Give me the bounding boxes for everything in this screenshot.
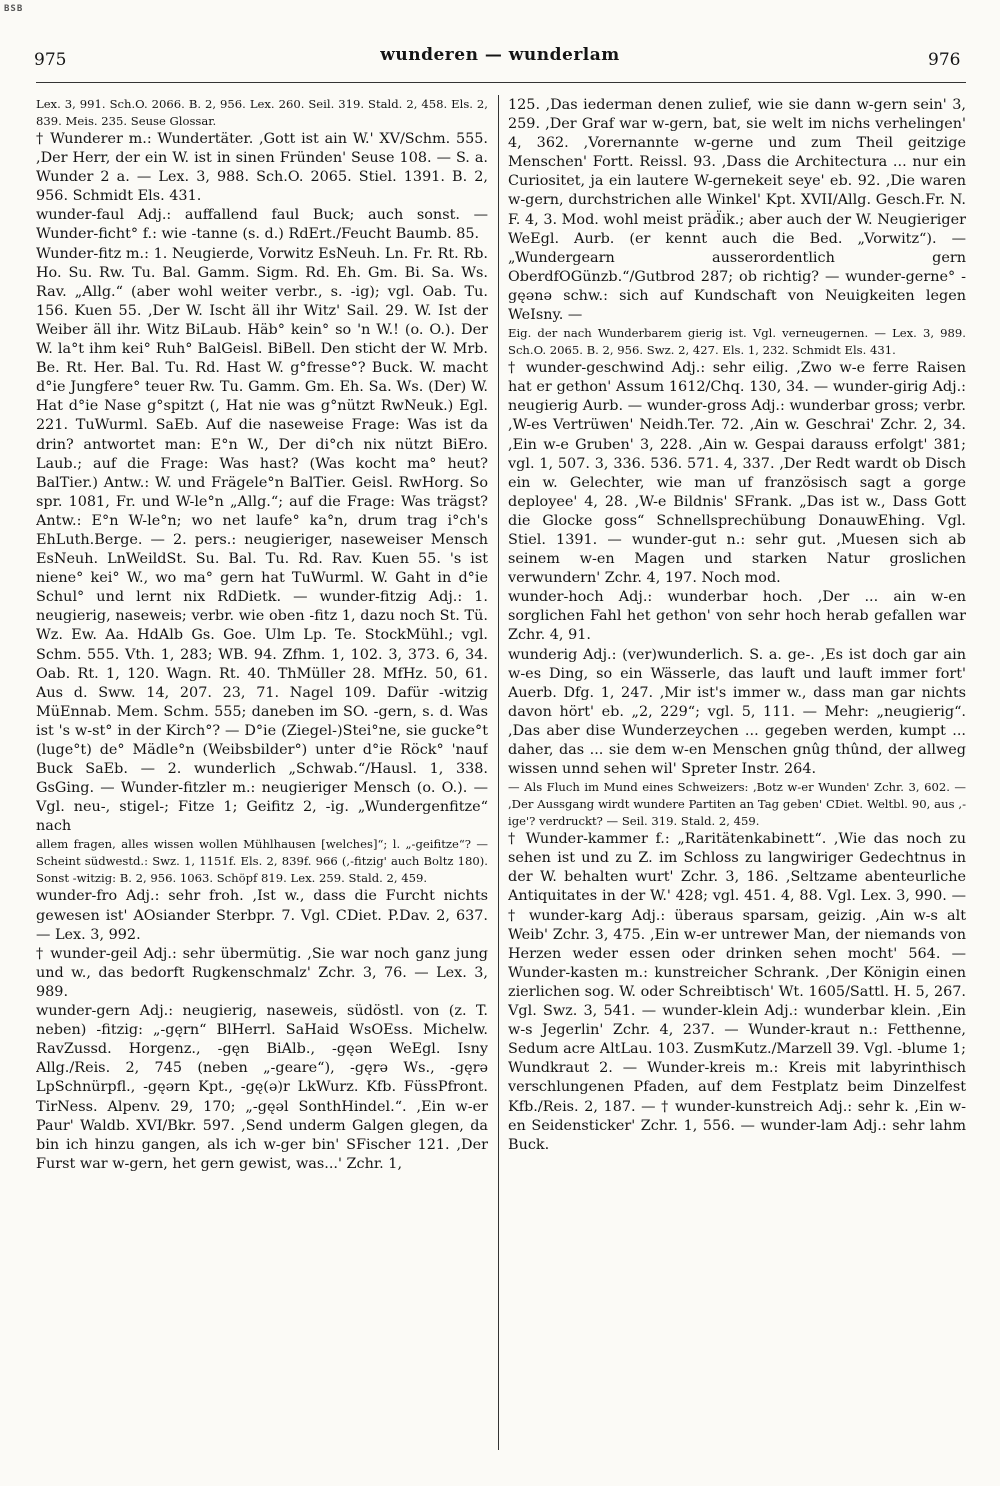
entry-paragraph: † Wunder-kammer f.: „Raritätenkabinett“. ,Wie das noch zu sehen ist und zu Z. im Schloss zu langwiriger Gedechtnus in der W. behalten wurt' Zchr. 3, 186. ,Seltzame abenteurliche Antiquitates in der W.' 428; vgl. 451. 4, 88. Vgl. Lex. 3, 990. — † wunder-karg Adj.: überaus sparsam, geizig. ,Ain w-s alt Weib' Zchr. 3, 475. ,Ein w-er untrewer Man, der niemands von Herzen weder essen oder drinken sehen mocht' 564. — Wunder-kasten m.: kunstreicher Schrank. ,Der Königin einen zierlichen sog. W. oder Schreibtisch' Wt. 1605/Sattl. H. 5, 267. Vgl. Swz. 3, 541. — wunder-klein Adj.: wunderbar klein. ,Ein w-s Jegerlin' Zchr. 4, 237. — Wunder-kraut n.: Fetthenne, Sedum acre AltLau. 103. ZusmKutz./Marzell 39. Vgl. -blume 1; Wundkraut 2. — Wunder-kreis m.: Kreis mit labyrinthisch verschlungenen Pfaden, auf dem Festplatz beim Dinzelfest Kfb./Reis. 2, 187. — † wunder-kunstreich Adj.: sehr k. ,Ein w-en Seidensticker' Zchr. 1, 556. — wunder-lam Adj.: sehr lahm Buck. [508, 831, 966, 1153]
entry-paragraph: wunder-faul Adj.: auffallend faul Buck; auch sonst. — Wunder-ficht° f.: wie -tanne (s. d.) RdErt./Feucht Baumb. 85. [36, 207, 488, 243]
header-rule [36, 82, 966, 83]
entry-paragraph: allem fragen, alles wissen wollen Mühlhausen [welches]“; l. „-geifitze“? — Scheint südwestd.: Swz. 1, 1151f. Els. 2, 839f. 966 (,-fitzig' auch Boltz 180). Sonst -witzig: B. 2, 956. 1063. Schöpf 819. Lex. 259. Stald. 2, 459. [36, 837, 488, 886]
entry-paragraph: † wunder-geil Adj.: sehr übermütig. ,Sie war noch ganz jung und w., das bedorft Rugkenschmalz' Zchr. 3, 76. — Lex. 3, 989. [36, 945, 488, 1000]
entry-paragraph: — Als Fluch im Mund eines Schweizers: ,Botz w-er Wunden' Zchr. 3, 602. — ,Der Aussgang wirdt wundere Partiten an Tag geben' CDiet. Weltbl. 90, aus ,-ige'? verdruckt? — Seil. 319. Stald. 2, 459. [508, 780, 966, 829]
entry-paragraph: Lex. 3, 991. Sch.O. 2066. B. 2, 956. Lex. 260. Seil. 319. Stald. 2, 458. Els. 2, 839. Meis. 235. Seuse Glossar. [36, 97, 488, 128]
entry-paragraph: 125. ,Das iederman denen zulief, wie sie dann w-gern sein' 3, 259. ,Der Graf war w-gern, bat, sie welt im nichs verhelingen' 4, 362. ,Vorernannte w-gerne und zum Theil geitzige Menschen' Fortt. Reissl. 93. ,Dass die Architectura ... nur ein Curiositet, ja ein lautere W-gernekeit seye' eb. 92. ,Die waren w-gern, durchstrichen alle Winkel' Kpt. XVII/Allg. Gesch.Fr. N. F. 4, 3. Mod. wohl meist präd̈ik.; aber auch der W. Neugieriger WeEgl. Aurb. (er kennt auch die Bed. „Vorwitz“). — „Wundergearn ausserordentlich gern OberdfOGünzb.“/Gutbrod 287; ob richtig? — wunder-gerne° -gęənə schw.: sich auf Kundschaft von Neuigkeiten legen WeIsny. — [508, 97, 966, 324]
entry-paragraph: wunder-fro Adj.: sehr froh. ,Ist w., dass die Furcht nichts gewesen ist' AOsiander Sterbpr. 7. Vgl. CDiet. P.Dav. 2, 637. — Lex. 3, 992. [36, 888, 488, 943]
entry-paragraph: Eig. der nach Wunderbarem gierig ist. Vgl. verneugernen. — Lex. 3, 989. Sch.O. 2065. B. 2, 956. Swz. 2, 427. Els. 1, 232. Schmidt Els. 431. [508, 326, 966, 358]
left-page-number: 975 [34, 50, 67, 70]
right-page-number: 976 [928, 50, 961, 70]
library-stamp: BSB [4, 4, 24, 14]
running-head: wunderen — wunderlam [380, 45, 620, 65]
entry-paragraph: wunder-hoch Adj.: wunderbar hoch. ,Der ... ain w-en sorglichen Fahl het gethon' von sehr hoch herab gefallen war Zchr. 4, 91. [508, 589, 966, 644]
entry-paragraph: † Wunderer m.: Wundertäter. ,Gott ist ain W.' XV/Schm. 555. ,Der Herr, der ein W. ist in sinen Fründen' Seuse 108. — S. a. Wunder 2 a. — Lex. 3, 988. Sch.O. 2065. Stiel. 1391. B. 2, 956. Schmidt Els. 431. [36, 131, 488, 205]
entry-paragraph: † wunder-geschwind Adj.: sehr eilig. ,Zwo w-e ferre Raisen hat er gethon' Assum 1612/Chq. 130, 34. — wunder-girig Adj.: neugierig Aurb. — wunder-gross Adj.: wunderbar gross; verbr. ,W-es Vertrüwen' Neidh.Ter. 72. ,Ain w. Geschrai' Zchr. 2, 34. ,Ein w-e Gruben' 3, 228. ,Ain w. Gespai darauss erfolgt' 381; vgl. 1, 507. 3, 336. 536. 571. 4, 337. ,Der Redt wardt ob Disch ein w. Gelechter, wie man uf französisch sagt a gorge deployee' 4, 28. ,W-e Bildnis' SFrank. „Das ist w., Dass Gott die Glocke goss“ Schnellsprechübung DonauwEhing. Vgl. Stiel. 1391. — wunder-gut n.: sehr gut. ,Muesen sich ab seinem w-en Magen und starken Natur groslichen verwundern' Zchr. 4, 197. Noch mod. [508, 360, 966, 587]
entry-paragraph: Wunder-fitz m.: 1. Neugierde, Vorwitz EsNeuh. Ln. Fr. Rt. Rb. Ho. Su. Rw. Tu. Bal. Gamm. Sigm. Rd. Eh. Gm. Bi. Sa. Ws. Rav. „Allg.“ (aber wohl weiter verbr., s. -ig); vgl. Oab. Tu. 156. Kuen 55. ,Der W. Ischt äll ihr Witz' Sail. 29. W. Ist der Weiber äll ihr. Witz BiLaub. Häb° kein° so 'n W.! (o. O.). Der W. la°t ihm kei° Ruh° BalGeisl. BiBell. Den sticht der W. Mrb. Be. Rt. Her. Bal. Tu. Rd. Hast W. g°fresse°? Buck. W. macht d°ie Jungfere° teuer Rw. Tu. Gamm. Gm. Eh. Sa. Ws. (Der) W. Hat d°ie Nase g°spitzt (, Hat nie was g°nützt RwNeuk.) Egl. 221. TuWurml. SaEb. Auf die naseweise Frage: Was ist da drin? antwortet man: E°n W., Der di°ch nix nützt BiEro. Laub.; auf die Frage: Was hast? (Was kocht ma° heut? BalTier.) Antw.: W. und Frägele°n BalTier. Geisl. RwHorg. So spr. 1081, Fr. und W-le°n „Allg.“; auf die Frage: Was trägst? Antw.: E°n W-le°n; wo net laufe° ka°n, drum trag i°ch's EhLuth.Berge. — 2. pers.: neugieriger, naseweiser Mensch EsNeuh. LnWeildSt. Su. Bal. Tu. Rd. Rav. Kuen 55. 's ist niene° kei° W., wo ma° gern hat TuWurml. W. Gaht in d°ie Schul° und lernt nix RdDietk. — wunder-fitzig Adj.: 1. neugierig, naseweis; verbr. wie oben -fitz 1, dazu noch St. Tü. Wz. Ew. Aa. HdAlb Gs. Goe. Ulm Lp. Te. StockMühl.; vgl. Schm. 555. Vth. 1, 283; WB. 94. Zfhm. 1, 102. 3, 373. 6, 34. Oab. Rt. 1, 120. Wagn. Rt. 40. ThMüller 28. MfHz. 50, 61. Aus d. Sww. 14, 207. 23, 71. Nagel 109. Dafür -witzig MüEnnab. Mem. Schm. 555; daneben im SO. -gern, s. d. Was ist 's w-st° in der Kirch°? — D°ie (Ziegel-)Stei°ne, sie gucke°t (luge°t) de° Mädle°n (Weibsbilder°) unter d°ie Röck° 'nauf Buck SaEb. — 2. wunderlich „Schwab.“/Hausl. 1, 338. GsGing. — Wunder-fitzler m.: neugieriger Mensch (o. O.). — Vgl. neu-, stigel-; Fitze 1; Geifitz 2, -ig. „Wundergenfitze“ nach [36, 245, 488, 835]
right-column [508, 96, 966, 1451]
entry-paragraph: wunder-gern Adj.: neugierig, naseweis, südöstl. von (z. T. neben) -fitzig: „-gęrn“ BlHerrl. SaHaid WsOEss. Michelw. RavZussd. Horgenz., -gęn BiAlb., -gęən WeEgl. Isny Allg./Reis. 2, 745 (neben „-geare“), -gęrə Ws., -gęrə LpSchnürpfl., -gęərn Kpt., -gę(ə)r LkWurz. Kfb. FüssPfront. TirNess. Alpenv. 29, 170; „-gęəl SonthHindel.“. ,Ein w-er Paur' Waldb. XVI/Bkr. 597. ,Send underm Galgen glegen, da bin ich hinzu gangen, als ich w-ger bin' SFischer 121. ,Der Furst war w-gern, het gern gewist, was...' Zchr. 1, [36, 1003, 488, 1172]
left-column [36, 96, 488, 1451]
entry-paragraph: wunderig Adj.: (ver)wunderlich. S. a. ge-. ,Es ist doch gar ain w-es Ding, so ein Wässerle, das lauft und lauft immer fort' Auerb. Dfg. 1, 247. ,Mir ist's immer w., dass man gar nichts davon hört' eb. „2, 229“; vgl. 5, 111. — Mehr: „neugierig“. ,Das aber dise Wunderzeychen ... gegeben werden, kumpt ... daher, das ... sie dem w-en Menschen gnûg thûnd, der allweg wissen unnd sehen wil' Spreter Instr. 264. [508, 646, 966, 778]
column-divider [498, 95, 499, 1450]
